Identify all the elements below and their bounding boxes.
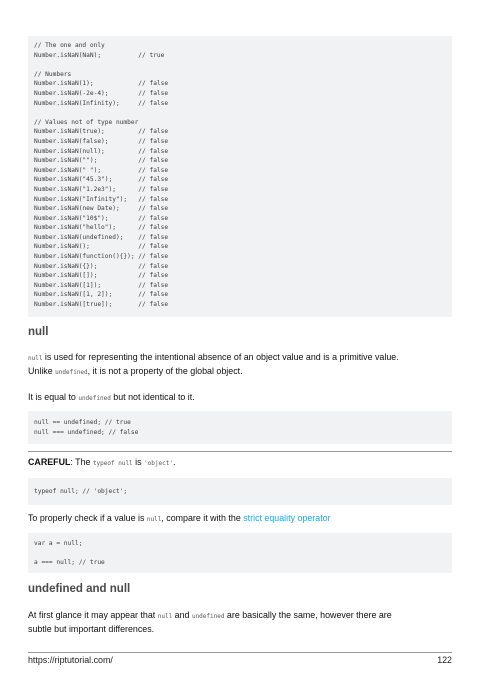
paragraph-text: subtle but important differences. xyxy=(28,624,155,634)
code-line: Number.isNaN("45.3"); // false xyxy=(34,176,169,184)
footer-divider xyxy=(28,652,452,653)
code-line: Number.isNaN(NaN); // true xyxy=(34,51,165,59)
code-line: Number.isNaN("hello"); // false xyxy=(34,224,169,232)
strict-equality-link[interactable]: strict equality operator xyxy=(243,513,331,523)
code-line: null == undefined; // true xyxy=(34,419,131,426)
inline-code-typeof-null: typeof null xyxy=(92,460,133,467)
paragraph-text: , it is not a property of the global object. xyxy=(87,366,243,376)
paragraph-text: are basically the same, however there are xyxy=(224,610,392,620)
inline-code-null: null xyxy=(157,613,173,620)
inline-code-null: null xyxy=(146,516,162,523)
paragraph-text: but not identical to it. xyxy=(110,392,195,402)
code-line: Number.isNaN(null); // false xyxy=(34,147,169,155)
code-blank-line xyxy=(34,549,452,559)
paragraph-text: To properly check if a value is xyxy=(28,513,147,523)
code-line: // Numbers xyxy=(34,70,72,78)
paragraph-text: is used for representing the intentional absence of an object value and is a primitive value. xyxy=(42,352,399,362)
code-line: Number.isNaN(); // false xyxy=(34,243,169,251)
code-line: // The one and only xyxy=(34,42,105,49)
document-page xyxy=(28,0,452,679)
code-line: Number.isNaN({}); // false xyxy=(34,262,169,270)
paragraph-text: It is equal to xyxy=(28,392,79,402)
code-line: Number.isNaN("Infinity"); // false xyxy=(34,195,169,203)
paragraph-text: Unlike xyxy=(28,366,56,376)
paragraph-text: and xyxy=(172,610,192,620)
code-block-null-check xyxy=(28,533,452,573)
page-number: 122 xyxy=(437,655,452,665)
inline-code-undefined: undefined xyxy=(191,613,225,620)
code-line: var a = null; xyxy=(34,540,83,547)
footer-url[interactable]: https://riptutorial.com/ xyxy=(28,655,113,665)
divider xyxy=(28,451,452,452)
inline-code-undefined: undefined xyxy=(55,369,88,376)
code-line: typeof null; // 'object'; xyxy=(34,488,128,495)
inline-code-object: 'object' xyxy=(144,460,173,467)
strict-check-paragraph xyxy=(28,512,452,526)
null-description-paragraph xyxy=(28,351,452,379)
section-heading-null: null xyxy=(28,326,49,338)
code-line: // Values not of type number xyxy=(34,118,139,126)
code-line: null === undefined; // false xyxy=(34,428,139,436)
code-blank-line xyxy=(34,60,452,70)
code-line: Number.isNaN([1, 2]); // false xyxy=(34,291,169,299)
section-heading-undefined-and-null: undefined and null xyxy=(28,583,131,595)
code-line: Number.isNaN(true); // false xyxy=(34,128,169,136)
undefined-null-paragraph xyxy=(28,609,452,636)
code-line: Number.isNaN(""); // false xyxy=(34,157,169,165)
code-line: Number.isNaN(undefined); // false xyxy=(34,233,169,241)
code-blank-line xyxy=(34,108,452,118)
paragraph-text: At first glance it may appear that xyxy=(28,610,158,620)
code-line: Number.isNaN(-2e-4); // false xyxy=(34,89,169,97)
code-block-isnan-examples xyxy=(28,36,452,317)
paragraph-text: : The xyxy=(70,457,93,467)
careful-label: CAREFUL xyxy=(28,457,71,467)
code-block-null-equality xyxy=(28,411,452,444)
code-line: Number.isNaN(" "); // false xyxy=(34,166,169,174)
code-line: Number.isNaN(function(){}); // false xyxy=(34,253,169,261)
code-block-typeof-null xyxy=(28,478,452,505)
careful-note xyxy=(28,456,452,470)
code-line: Number.isNaN(new Date); // false xyxy=(34,205,169,213)
code-line: a === null; // true xyxy=(34,559,105,567)
code-line: Number.isNaN(false); // false xyxy=(34,137,169,145)
code-line: Number.isNaN(Infinity); // false xyxy=(34,99,169,107)
code-line: Number.isNaN([1]); // false xyxy=(34,281,169,289)
inline-code-undefined: undefined xyxy=(78,395,111,402)
inline-code-null: null xyxy=(28,355,43,362)
code-line: Number.isNaN("1.2e3"); // false xyxy=(34,185,169,193)
equality-paragraph xyxy=(28,391,452,405)
paragraph-text: , compare it with the xyxy=(161,513,244,523)
code-line: Number.isNaN([true]); // false xyxy=(34,301,169,309)
paragraph-text: is xyxy=(132,457,145,467)
code-line: Number.isNaN("10$"); // false xyxy=(34,214,169,222)
paragraph-text: . xyxy=(172,457,176,467)
code-line: Number.isNaN(1); // false xyxy=(34,80,169,88)
code-line: Number.isNaN([]); // false xyxy=(34,272,169,280)
